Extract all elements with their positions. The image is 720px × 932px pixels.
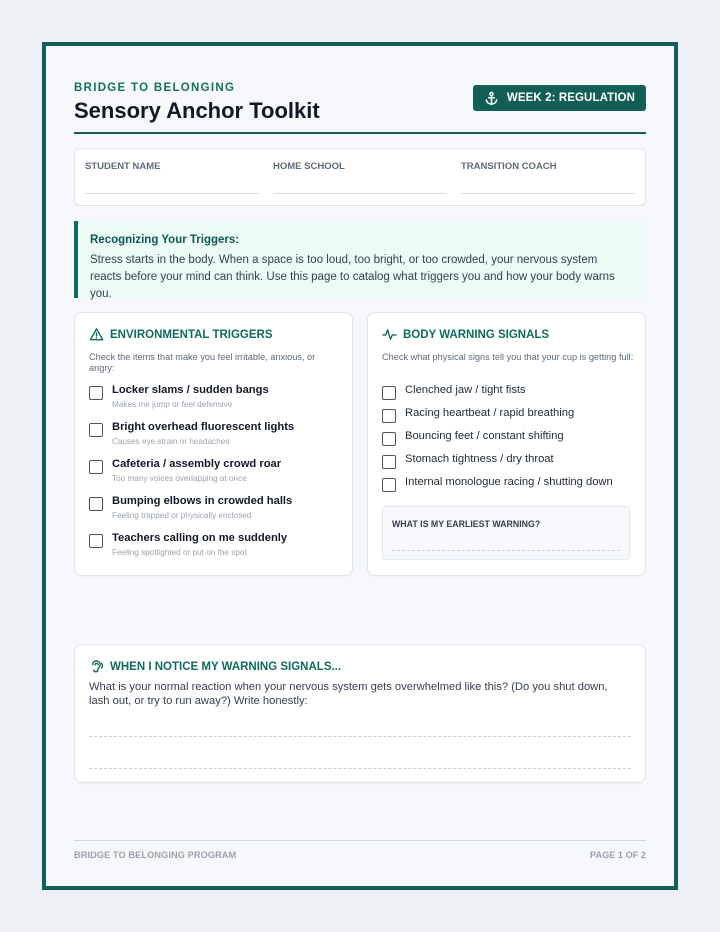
title-divider [74, 132, 646, 134]
page-title: Sensory Anchor Toolkit [74, 98, 320, 123]
checkbox[interactable] [89, 497, 103, 511]
reaction-title: WHEN I NOTICE MY WARNING SIGNALS... [110, 660, 342, 673]
body-warning-signals-card [367, 312, 646, 576]
trigger-label: Locker slams / sudden bangs [112, 384, 269, 396]
program-kicker: BRIDGE TO BELONGING [74, 82, 236, 94]
trigger-hint: Feeling trapped or physically enclosed [112, 511, 252, 520]
transition-coach-label: TRANSITION COACH [461, 161, 557, 172]
student-name-line[interactable] [85, 193, 259, 194]
signal-label: Internal monologue racing / shutting down [405, 476, 613, 488]
week-badge-label: WEEK 2: REGULATION [506, 92, 635, 104]
home-school-label: HOME SCHOOL [273, 161, 345, 172]
trigger-label: Bright overhead fluorescent lights [112, 421, 295, 433]
earliest-warning-box[interactable] [382, 506, 630, 560]
checkbox[interactable] [382, 409, 396, 423]
signal-label: Bouncing feet / constant shifting [405, 430, 564, 442]
home-school-line[interactable] [273, 193, 447, 194]
worksheet-page [42, 42, 678, 890]
checkbox[interactable] [89, 423, 103, 437]
body-warning-signals-header [382, 327, 549, 342]
warning-triangle-icon [89, 327, 104, 342]
ear-icon [89, 659, 104, 674]
checkbox[interactable] [89, 386, 103, 400]
checkbox[interactable] [89, 460, 103, 474]
trigger-hint: Causes eye strain or headaches [112, 437, 230, 446]
trigger-label: Bumping elbows in crowded halls [112, 495, 293, 507]
callout-title: Recognizing Your Triggers: [90, 234, 240, 246]
checkbox[interactable] [89, 534, 103, 548]
signal-label: Stomach tightness / dry throat [405, 453, 554, 465]
body-warning-signals-title: BODY WARNING SIGNALS [403, 328, 550, 341]
checkbox[interactable] [382, 432, 396, 446]
reaction-card [74, 644, 646, 783]
signal-label: Clenched jaw / tight fists [405, 384, 526, 396]
answer-line[interactable] [89, 736, 631, 737]
environmental-triggers-card [74, 312, 353, 576]
checkbox[interactable] [382, 455, 396, 469]
triggers-callout [74, 221, 646, 298]
answer-line[interactable] [89, 768, 631, 769]
checkbox[interactable] [382, 478, 396, 492]
trigger-hint: Too many voices overlapping at once [112, 474, 247, 483]
environmental-triggers-subtitle: Check the items that make you feel irritable, anxious, or angry: [89, 352, 316, 373]
anchor-icon [484, 91, 499, 106]
checkbox[interactable] [382, 386, 396, 400]
footer-program: BRIDGE TO BELONGING PROGRAM [74, 850, 237, 860]
footer-divider [74, 840, 646, 841]
reaction-prompt: What is your normal reaction when your nervous system gets overwhelmed like this? (Do you shut down, lash out, or try to run away?) Write honestly: [89, 681, 608, 707]
footer-page-number: PAGE 1 OF 2 [590, 850, 646, 860]
earliest-warning-line[interactable] [392, 550, 620, 551]
trigger-hint: Feeling spotlighted or put on the spot [112, 548, 247, 557]
pulse-icon [382, 327, 397, 342]
student-name-label: STUDENT NAME [85, 161, 161, 172]
earliest-warning-label: WHAT IS MY EARLIEST WARNING? [392, 519, 541, 529]
trigger-label: Teachers calling on me suddenly [112, 532, 288, 544]
week-badge [473, 85, 646, 111]
environmental-triggers-header [89, 327, 273, 342]
reaction-header [89, 659, 341, 674]
transition-coach-line[interactable] [461, 193, 635, 194]
body-warning-signals-subtitle: Check what physical signs tell you that your cup is getting full: [382, 352, 634, 362]
signal-label: Racing heartbeat / rapid breathing [405, 407, 575, 419]
callout-text: Stress starts in the body. When a space is too loud, too bright, or too crowded, your nervous system reacts before your mind can think. Use this page to catalog what triggers you and how your body warns you. [90, 254, 615, 300]
trigger-hint: Makes me jump or feel defensive [112, 400, 233, 409]
trigger-label: Cafeteria / assembly crowd roar [112, 458, 282, 470]
student-info-card [74, 148, 646, 206]
environmental-triggers-title: ENVIRONMENTAL TRIGGERS [110, 328, 273, 341]
